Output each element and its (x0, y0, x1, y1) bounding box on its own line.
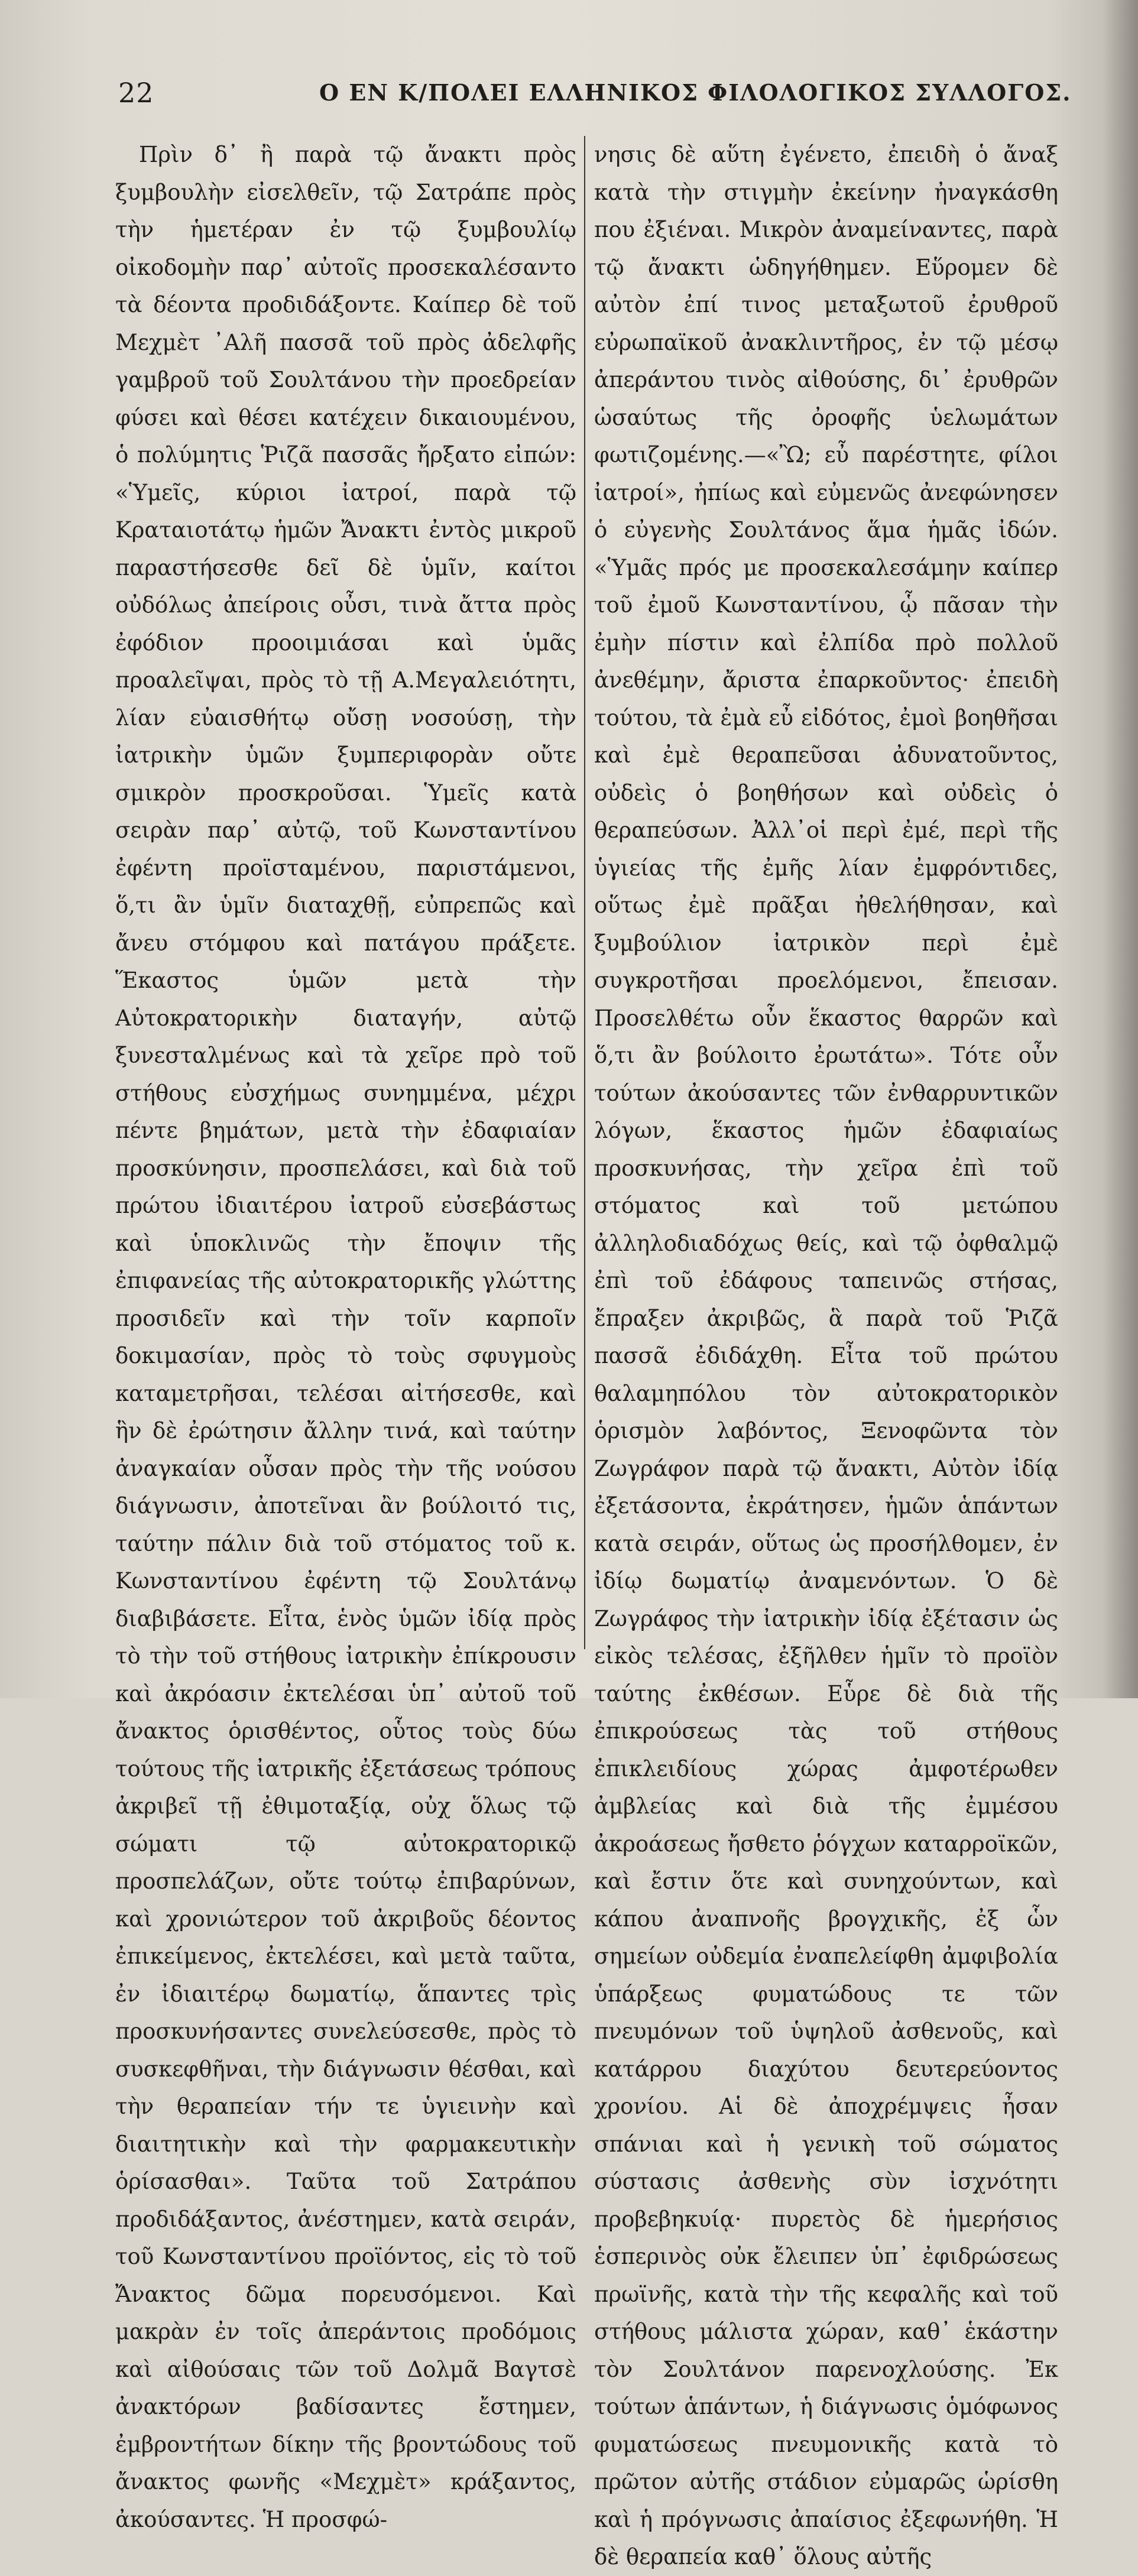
running-title: Ο ΕΝ Κ/ΠΟΛΕΙ ΕΛΛΗΝΙΚΟΣ ΦΙΛΟΛΟΓΙΚΟΣ ΣΥΛΛΟΓΟΣ. (319, 79, 1072, 106)
page-spine-shadow (1103, 0, 1138, 1698)
page-header (118, 77, 1072, 118)
column-left-text: Πρὶν δ᾽ ἢ παρὰ τῷ ἄνακτι πρὸς ξυμβουλὴν εἰσελθεῖν, τῷ Σατράπε πρὸς τὴν ἡμετέραν ἐν τῷ ξυμβουλίῳ οἰκοδομὴν παρ᾽ αὐτοῖς προσεκαλέσαντο τὰ δέοντα προδιδάξοντε. Καίπερ δὲ τοῦ Μεχμὲτ ᾽Αλῆ πασσᾶ τοῦ πρὸς ἀδελφῆς γαμβροῦ τοῦ Σουλτάνου τὴν προεδρείαν φύσει καὶ θέσει κατέχειν δικαιουμένου, ὁ πολύμητις Ῥιζᾶ πασσᾶς ἤρξατο εἰπών: «Ὑμεῖς, κύριοι ἰατροί, παρὰ τῷ Κραταιοτάτῳ ἡμῶν Ἄνακτι ἐντὸς μικροῦ παραστήσεσθε δεῖ δὲ ὑμῖν, καίτοι οὐδόλως ἀπείροις οὖσι, τινὰ ἄττα πρὸς ἐφόδιον προοιμιάσαι καὶ ὑμᾶς προαλεῖψαι, πρὸς τὸ τῇ Α.Μεγαλειότητι, λίαν εὐαισθήτῳ οὔσῃ νοσούσῃ, τὴν ἰατρικὴν ὑμῶν ξυμπεριφορὰν οὔτε σμικρὸν προσκροῦσαι. Ὑμεῖς κατὰ σειρὰν παρ᾽ αὐτῷ, τοῦ Κωνσταντίνου ἐφέντη προϊσταμένου, παριστάμενοι, ὅ,τι ἂν ὑμῖν διαταχθῇ, εὐπρεπῶς καὶ ἄνευ στόμφου καὶ πατάγου πράξετε. Ἕκαστος ὑμῶν μετὰ τὴν Αὐτοκρατορικὴν διαταγήν, αὐτῷ ξυνεσταλμένως καὶ τὰ χεῖρε πρὸ τοῦ στήθους εὐσχήμως συνημμένα, μέχρι πέντε βημάτων, μετὰ τὴν ἐδαφιαίαν προσκύνησιν, προσπελάσει, καὶ διὰ τοῦ πρώτου ἰδιαιτέρου ἰατροῦ εὐσεβάστως καὶ ὑποκλινῶς τὴν ἔποψιν τῆς ἐπιφανείας τῆς αὐτοκρατορικῆς γλώττης προσιδεῖν καὶ τὴν τοῖν καρποῖν δοκιμασίαν, πρὸς τὸ τοὺς σφυγμοὺς καταμετρῆσαι, τελέσαι αἰτήσεσθε, καὶ ἣν δὲ ἐρώτησιν ἄλλην τινά, καὶ ταύτην ἀναγκαίαν οὖσαν πρὸς τὴν τῆς νούσου διάγνωσιν, ἀποτεῖναι ἂν βούλοιτό τις, ταύτην πάλιν διὰ τοῦ στόματος τοῦ κ. Κωνσταντίνου ἐφέντη τῷ Σουλτάνῳ διαβιβάσετε. Εἶτα, ἑνὸς ὑμῶν ἰδίᾳ πρὸς τὸ τὴν τοῦ στήθους ἰατρικὴν ἐπίκρουσιν καὶ ἀκρόασιν ἐκτελέσαι ὑπ᾽ αὐτοῦ τοῦ ἄνακτος ὁρισθέντος, οὗτος τοὺς δύω τούτους τῆς ἰατρικῆς ἐξετάσεως τρόπους ἀκριβεῖ τῇ ἐθιμοταξίᾳ, οὐχ ὅλως τῷ σώματι τῷ αὐτοκρατορικῷ προσπελάζων, οὔτε τούτῳ ἐπιβαρύνων, καὶ χρονιώτερον τοῦ ἀκριβοῦς δέοντος ἐπικείμενος, ἐκτελέσει, καὶ μετὰ ταῦτα, ἐν ἰδιαιτέρῳ δωματίῳ, ἅπαντες τρὶς προσκυνήσαντες συνελεύσεσθε, πρὸς τὸ συσκεφθῆναι, τὴν διάγνωσιν θέσθαι, καὶ τὴν θεραπείαν τήν τε ὑγιεινὴν καὶ διαιτητικὴν καὶ τὴν φαρμακευτικὴν ὁρίσασθαι». Ταῦτα τοῦ Σατράπου προδιδάξαντος, ἀνέστημεν, κατὰ σειράν, τοῦ Κωνσταντίνου προϊόντος, εἰς τὸ τοῦ Ἄνακτος δῶμα πορευσόμενοι. Καὶ μακρὰν ἐν τοῖς ἀπεράντοις προδόμοις καὶ αἰθούσαις τῶν τοῦ Δολμᾶ Βαγτσὲ ἀνακτόρων βαδίσαντες ἔστημεν, ἐμβροντήτων δίκην τῆς βροντώδους τοῦ ἄνακτος φωνῆς «Μεχμὲτ» κράξαντος, ἀκούσαντες. Ἡ προσφώ- (115, 142, 576, 2532)
page-number: 22 (118, 77, 154, 109)
column-divider (584, 136, 585, 1649)
text-column-right (594, 136, 1058, 2569)
text-column-left (115, 136, 576, 2532)
column-right-text: νησις δὲ αὕτη ἐγένετο, ἐπειδὴ ὁ ἄναξ κατὰ τὴν στιγμὴν ἐκείνην ἠναγκάσθη που ἐξιέναι. Μικρὸν ἀναμείναντες, παρὰ τῷ ἄνακτι ὡδηγήθημεν. Εὕρομεν δὲ αὐτὸν ἐπί τινος μεταξωτοῦ ἐρυθροῦ εὐρωπαϊκοῦ ἀνακλιντῆρος, ἐν τῷ μέσῳ ἀπεράντου τινὸς αἰθούσης, δι᾽ ἐρυθρῶν ὡσαύτως τῆς ὀροφῆς ὑελωμάτων φωτιζομένης.—«Ὢ; εὖ παρέστητε, φίλοι ἰατροί», ἠπίως καὶ εὐμενῶς ἀνεφώνησεν ὁ εὐγενὴς Σουλτάνος ἅμα ἡμᾶς ἰδών. «Ὑμᾶς πρός με προσεκαλεσάμην καίπερ τοῦ ἐμοῦ Κωνσταντίνου, ᾧ πᾶσαν τὴν ἐμὴν πίστιν καὶ ἐλπίδα πρὸ πολλοῦ ἀνεθέμην, ἄριστα ἐπαρκοῦντος· ἐπειδὴ τούτου, τὰ ἐμὰ εὖ εἰδότος, ἐμοὶ βοηθῆσαι καὶ ἐμὲ θεραπεῦσαι ἀδυνατοῦντος, οὐδεὶς ὁ βοηθήσων καὶ οὐδεὶς ὁ θεραπεύσων. Ἀλλ᾽οἱ περὶ ἐμέ, περὶ τῆς ὑγιείας τῆς ἐμῆς λίαν ἐμφρόντιδες, οὕτως ἐμὲ πρᾶξαι ἠθελήθησαν, καὶ ξυμβούλιον ἰατρικὸν περὶ ἐμὲ συγκροτῆσαι προελόμενοι, ἔπεισαν. Προσελθέτω οὖν ἕκαστος θαρρῶν καὶ ὅ,τι ἂν βούλοιτο ἐρωτάτω». Τότε οὖν τούτων ἀκούσαντες τῶν ἐνθαρρυντικῶν λόγων, ἕκαστος ἡμῶν ἐδαφιαίως προσκυνήσας, τὴν χεῖρα ἐπὶ τοῦ στόματος καὶ τοῦ μετώπου ἀλληλοδιαδόχως θείς, καὶ τῷ ὀφθαλμῷ ἐπὶ τοῦ ἐδάφους ταπεινῶς στήσας, ἔπραξεν ἀκριβῶς, ἃ παρὰ τοῦ Ῥιζᾶ πασσᾶ ἐδιδάχθη. Εἶτα τοῦ πρώτου θαλαμηπόλου τὸν αὐτοκρατορικὸν ὁρισμὸν λαβόντος, Ξενοφῶντα τὸν Ζωγράφον παρὰ τῷ ἄνακτι, Αὐτὸν ἰδίᾳ ἐξετάσοντα, ἐκράτησεν, ἡμῶν ἁπάντων κατὰ σειράν, οὕτως ὡς προσήλθομεν, ἐν ἰδίῳ δωματίῳ ἀναμενόντων. Ὁ δὲ Ζωγράφος τὴν ἰατρικὴν ἰδίᾳ ἐξέτασιν ὡς εἰκὸς τελέσας, ἐξῆλθεν ἡμῖν τὸ προϊὸν ταύτης ἐκθέσων. Εὗρε δὲ διὰ τῆς ἐπικρούσεως τὰς τοῦ στήθους ἐπικλειδίους χώρας ἀμφοτέρωθεν ἀμβλείας καὶ διὰ τῆς ἐμμέσου ἀκροάσεως ἤσθετο ῥόγχων καταρροϊκῶν, καὶ ἔστιν ὅτε καὶ συνηχούντων, καὶ κάπου ἀναπνοῆς βρογχικῆς, ἐξ ὧν σημείων οὐδεμία ἐναπελείφθη ἀμφιβολία ὑπάρξεως φυματώδους τε τῶν πνευμόνων τοῦ ὑψηλοῦ ἀσθενοῦς, καὶ κατάρρου διαχύτου δευτερεύοντος χρονίου. Αἱ δὲ ἀποχρέμψεις ἦσαν σπάνιαι καὶ ἡ γενικὴ τοῦ σώματος σύστασις ἀσθενὴς σὺν ἰσχνότητι προβεβηκυίᾳ· πυρετὸς δὲ ἡμερήσιος ἑσπερινὸς οὐκ ἔλειπεν ὑπ᾽ ἐφιδρώσεως πρωϊνῆς, κατὰ τὴν τῆς κεφαλῆς καὶ τοῦ στήθους μάλιστα χώραν, καθ᾽ ἑκάστην τὸν Σουλτάνον παρενοχλούσης. Ἐκ τούτων ἁπάντων, ἡ διάγνωσις ὁμόφωνος φυματώσεως πνευμονικῆς κατὰ τὸ πρῶτον αὐτῆς στάδιον εὐμαρῶς ὡρίσθη καὶ ἡ πρόγνωσις ἀπαίσιος ἐξεφωνήθη. Ἡ δὲ θεραπεία καθ᾽ ὅλους αὐτῆς (594, 142, 1058, 2569)
